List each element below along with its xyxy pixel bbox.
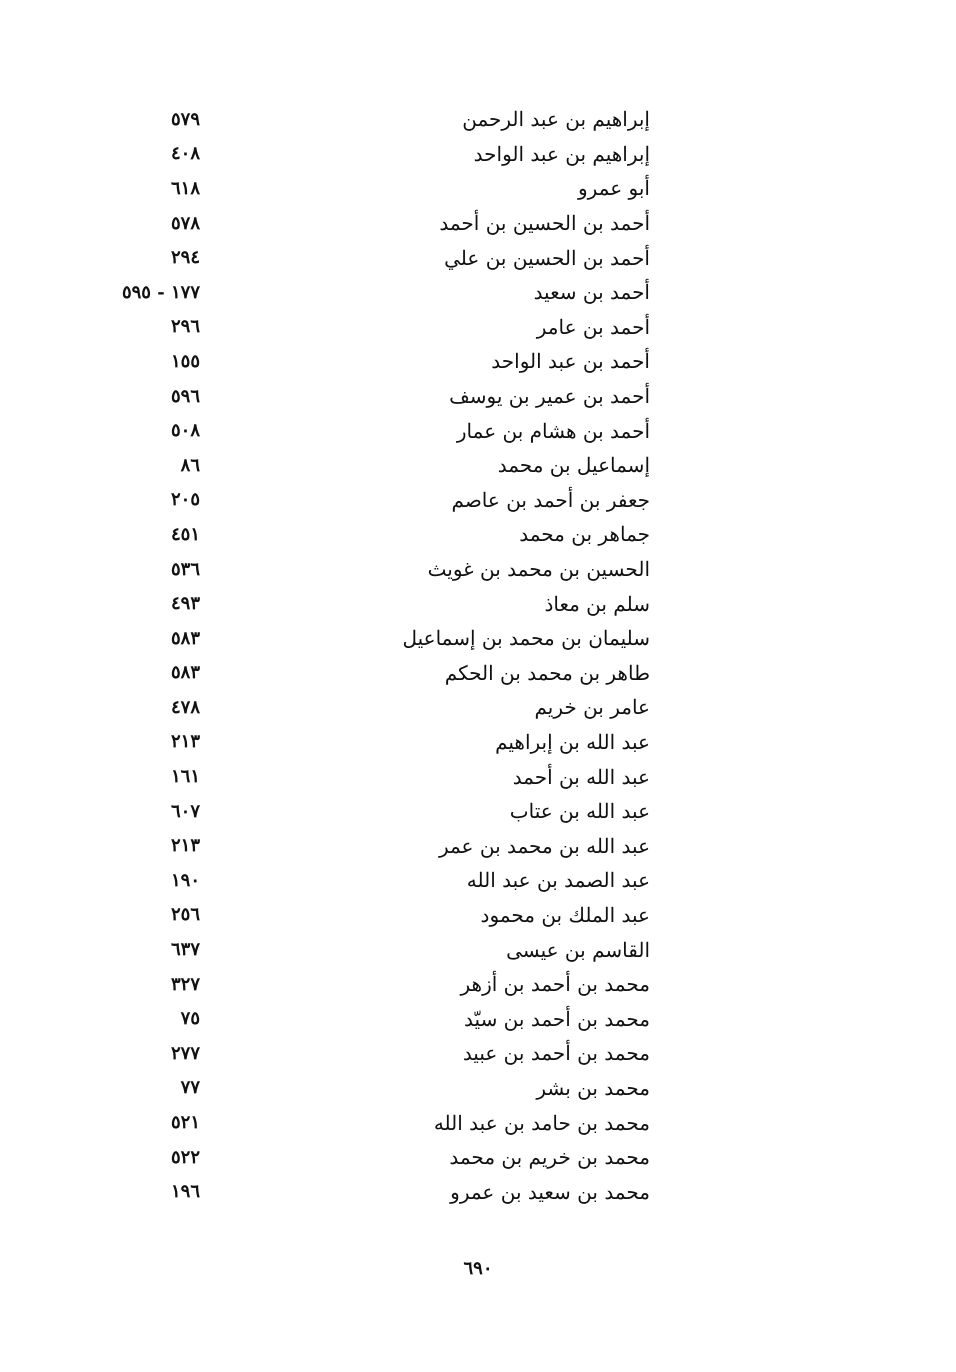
index-entry xyxy=(90,275,650,310)
index-entry xyxy=(90,967,650,1002)
index-entry xyxy=(90,483,650,518)
entry-pages: ١٩٦ xyxy=(170,1181,200,1203)
entry-pages: ٧٥ xyxy=(180,1008,200,1030)
entry-pages: ٤٧٨ xyxy=(170,696,200,718)
entry-pages: ٥٢٢ xyxy=(170,1146,200,1168)
index-entry xyxy=(90,759,650,794)
index-entry xyxy=(90,794,650,829)
index-entry xyxy=(90,725,650,760)
entry-pages: ٨٦ xyxy=(180,454,200,476)
entry-name: طاهر بن محمد بن الحكم xyxy=(444,660,650,685)
entry-pages: ٧٧ xyxy=(180,1077,200,1099)
entry-name: الحسين بن محمد بن غويث xyxy=(427,557,650,582)
index-entry xyxy=(90,344,650,379)
entry-name: جعفر بن أحمد بن عاصم xyxy=(451,487,650,512)
index-entry xyxy=(90,690,650,725)
index-entry xyxy=(90,171,650,206)
index-entry xyxy=(90,379,650,414)
entry-pages: ٣٢٧ xyxy=(170,973,200,995)
index-entry xyxy=(90,863,650,898)
entry-name: عبد الله بن إبراهيم xyxy=(495,729,650,754)
entry-name: محمد بن أحمد بن سيّد xyxy=(464,1006,650,1031)
index-entry xyxy=(90,137,650,172)
index-entry xyxy=(90,517,650,552)
index-entry xyxy=(90,102,650,137)
entry-pages: ٤٠٨ xyxy=(170,143,200,165)
entry-pages: ٥٧٩ xyxy=(170,108,200,130)
entry-pages: ٢١٣ xyxy=(170,835,200,857)
entry-name: أحمد بن عامر xyxy=(536,314,650,339)
entry-pages: ٢٥٦ xyxy=(170,904,200,926)
entry-name: محمد بن خريم بن محمد xyxy=(449,1145,650,1170)
index-entry xyxy=(90,621,650,656)
entry-pages: ١٦١ xyxy=(170,766,200,788)
entry-pages: ٢٩٦ xyxy=(170,316,200,338)
entry-name: أبو عمرو xyxy=(577,176,650,201)
entry-name: محمد بن سعيد بن عمرو xyxy=(450,1179,650,1204)
entry-name: عبد الصمد بن عبد الله xyxy=(466,868,650,893)
entry-name: أحمد بن عمير بن يوسف xyxy=(449,384,650,409)
entry-pages: ٥٨٣ xyxy=(170,627,200,649)
entry-pages: ٦١٨ xyxy=(170,177,200,199)
index-entry xyxy=(90,240,650,275)
entry-name: محمد بن أحمد بن عبيد xyxy=(462,1041,650,1066)
index-entry xyxy=(90,828,650,863)
entry-name: إبراهيم بن عبد الرحمن xyxy=(462,107,650,132)
index-entry xyxy=(90,413,650,448)
entry-pages: ٥٠٨ xyxy=(170,420,200,442)
entry-pages: ٤٩٣ xyxy=(170,593,200,615)
entry-name: سلم بن معاذ xyxy=(544,591,650,616)
index-entry xyxy=(90,1071,650,1106)
index-entry xyxy=(90,586,650,621)
index-list xyxy=(90,102,650,1209)
index-entry xyxy=(90,1001,650,1036)
index-entry xyxy=(90,552,650,587)
page-number: ٦٩٠ xyxy=(463,1258,493,1279)
entry-pages: ٢١٣ xyxy=(170,731,200,753)
entry-name: عبد الملك بن محمود xyxy=(480,902,650,927)
entry-pages: ٥٣٦ xyxy=(170,558,200,580)
index-entry xyxy=(90,448,650,483)
index-entry xyxy=(90,932,650,967)
index-entry xyxy=(90,206,650,241)
entry-name: عبد الله بن عتاب xyxy=(509,799,650,824)
index-entry xyxy=(90,310,650,345)
entry-name: محمد بن أحمد بن أزهر xyxy=(460,972,650,997)
entry-pages: ٥٢١ xyxy=(170,1112,200,1134)
entry-pages: ٦٣٧ xyxy=(170,939,200,961)
entry-pages: ٤٥١ xyxy=(170,523,200,545)
entry-pages: ٥٨٣ xyxy=(170,662,200,684)
entry-pages: ١٩٠ xyxy=(170,869,200,891)
entry-pages: ١٧٧ - ٥٩٥ xyxy=(121,281,200,303)
entry-pages: ٦٠٧ xyxy=(170,800,200,822)
entry-name: القاسم بن عيسى xyxy=(506,937,650,962)
entry-pages: ٢٠٥ xyxy=(170,489,200,511)
entry-name: عبد الله بن محمد بن عمر xyxy=(438,833,650,858)
entry-pages: ٢٩٤ xyxy=(170,247,200,269)
index-entry xyxy=(90,1174,650,1209)
entry-name: سليمان بن محمد بن إسماعيل xyxy=(402,626,650,651)
index-entry xyxy=(90,1036,650,1071)
entry-name: عبد الله بن أحمد xyxy=(512,764,650,789)
entry-name: جماهر بن محمد xyxy=(519,522,650,547)
entry-name: أحمد بن هشام بن عمار xyxy=(456,418,650,443)
entry-name: إبراهيم بن عبد الواحد xyxy=(473,141,650,166)
entry-pages: ١٥٥ xyxy=(170,350,200,372)
entry-name: إسماعيل بن محمد xyxy=(497,453,650,478)
entry-name: أحمد بن الحسين بن علي xyxy=(444,245,650,270)
entry-pages: ٢٧٧ xyxy=(170,1042,200,1064)
entry-name: محمد بن حامد بن عبد الله xyxy=(433,1110,650,1135)
entry-name: أحمد بن عبد الواحد xyxy=(491,349,650,374)
entry-name: محمد بن بشر xyxy=(536,1075,650,1100)
index-entry xyxy=(90,898,650,933)
entry-name: أحمد بن سعيد xyxy=(533,280,650,305)
entry-name: عامر بن خريم xyxy=(534,695,650,720)
entry-pages: ٥٧٨ xyxy=(170,212,200,234)
index-entry xyxy=(90,656,650,691)
index-entry xyxy=(90,1140,650,1175)
entry-name: أحمد بن الحسين بن أحمد xyxy=(439,211,650,236)
entry-pages: ٥٩٦ xyxy=(170,385,200,407)
index-entry xyxy=(90,1105,650,1140)
